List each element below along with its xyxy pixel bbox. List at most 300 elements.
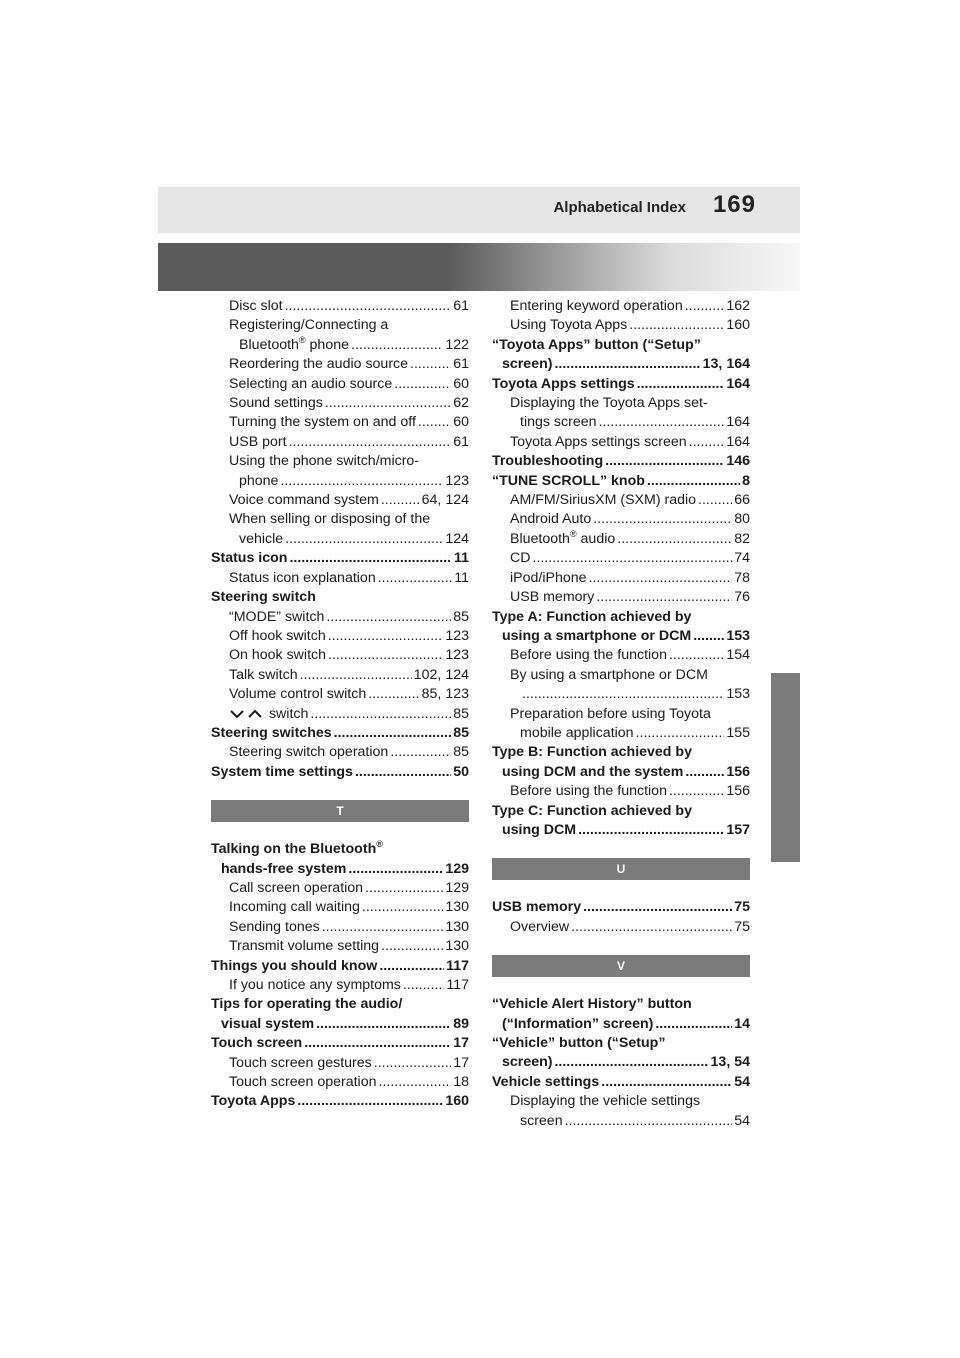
index-entry: [492, 608, 750, 647]
entry-row: [510, 510, 750, 529]
page-reference: 117: [446, 977, 469, 993]
entry-row: [229, 491, 469, 510]
entry-row: [229, 743, 469, 762]
chevron-up-icon: [247, 709, 263, 719]
leader-dots: [328, 646, 443, 665]
leader-dots: [655, 1015, 732, 1034]
page-reference: 66: [734, 492, 750, 509]
index-subentry: [211, 879, 469, 898]
page-reference: 13, 164: [702, 356, 750, 373]
header-gradient-bar: [158, 243, 800, 291]
entry-text: Type B: Function achieved by: [492, 744, 692, 761]
index-subentry: [492, 782, 750, 801]
page-reference: 82: [734, 530, 750, 547]
registered-mark: ®: [569, 528, 577, 539]
index-subentry: [492, 394, 750, 433]
entry-row: [492, 355, 750, 374]
entry-text: Tips for operating the audio/: [211, 996, 403, 1013]
index-column-left: [211, 297, 469, 1112]
section-thumb-tab: [771, 673, 800, 862]
leader-dots: [669, 782, 724, 801]
entry-row: [211, 549, 469, 568]
entry-text: Toyota Apps: [211, 1093, 296, 1110]
index-subentry: [211, 743, 469, 762]
page-reference: 130: [445, 918, 469, 935]
entry-text: Type A: Function achieved by: [492, 608, 692, 625]
entry-row: [510, 1112, 750, 1131]
page-title: Alphabetical Index: [553, 199, 686, 216]
registered-mark: ®: [376, 839, 383, 850]
page-reference: 80: [734, 511, 750, 528]
entry-text: Reordering the audio source: [229, 356, 409, 373]
leader-dots: [379, 957, 444, 976]
index-subentry: [492, 918, 750, 937]
page-reference: 75: [734, 899, 750, 916]
entry-text: hands-free system: [221, 860, 347, 877]
entry-text: using DCM and the system: [502, 763, 684, 780]
page-reference: 155: [726, 724, 750, 741]
entry-row: [211, 1034, 469, 1053]
section-header-u: U: [492, 858, 750, 880]
index-subentry: [211, 452, 469, 491]
page-reference: 61: [453, 433, 469, 450]
entry-row: [510, 433, 750, 452]
entry-text: (“Information” screen): [502, 1015, 654, 1032]
index-entry: [211, 724, 469, 743]
entry-text: screen): [502, 356, 553, 373]
entry-text: “MODE” switch: [229, 608, 325, 625]
index-subentry: [211, 394, 469, 413]
page-reference: 78: [734, 569, 750, 586]
entry-row: [229, 413, 469, 432]
page-reference: 14: [734, 1015, 750, 1032]
index-subentry: [211, 375, 469, 394]
index-subentry: [492, 569, 750, 588]
index-subentry: [492, 491, 750, 510]
index-subentry: [211, 937, 469, 956]
entry-row: [229, 355, 469, 374]
entry-text: switch: [229, 705, 308, 724]
entry-text: Toyota Apps settings screen: [510, 433, 687, 450]
entry-text: USB memory: [492, 899, 582, 916]
page-reference: 89: [453, 1015, 469, 1032]
index-subentry: [211, 433, 469, 452]
entry-row: [211, 957, 469, 976]
index-entry: [492, 743, 750, 782]
entry-row: [229, 879, 469, 898]
entry-text: “Vehicle Alert History” button: [492, 996, 692, 1013]
index-entry: [492, 336, 750, 375]
leader-dots: [605, 452, 724, 471]
entry-row: [229, 375, 469, 394]
index-entry: [492, 1034, 750, 1073]
page-reference: 123: [445, 627, 469, 644]
entry-text: Turning the system on and off: [229, 414, 416, 431]
index-subentry: [211, 666, 469, 685]
index-subentry: [211, 297, 469, 316]
entry-text: iPod/iPhone: [510, 569, 587, 586]
page-reference: 130: [445, 938, 469, 955]
page-reference: 85, 123: [421, 686, 469, 703]
index-subentry: [211, 510, 469, 549]
entry-text: screen: [520, 1112, 563, 1129]
entry-row: [510, 685, 750, 704]
entry-row: [492, 375, 750, 394]
leader-dots: [334, 724, 452, 743]
leader-dots: [304, 1034, 451, 1053]
entry-row: [229, 394, 469, 413]
entry-text: using DCM: [502, 821, 577, 838]
page-reference: 54: [734, 1073, 750, 1090]
leader-dots: [698, 491, 732, 510]
page-reference: 154: [726, 647, 750, 664]
entry-row: [229, 530, 469, 549]
leader-dots: [379, 1073, 452, 1092]
leader-dots: [390, 743, 451, 762]
index-entry: [211, 1034, 469, 1053]
entry-row: [211, 588, 469, 607]
page-reference: 164: [726, 375, 750, 392]
entry-row: [229, 666, 469, 685]
entry-row: [510, 782, 750, 801]
page-number: 169: [712, 191, 756, 218]
page-reference: 146: [726, 453, 750, 470]
entry-row: [510, 316, 750, 335]
leader-dots: [368, 685, 419, 704]
entry-row: [510, 646, 750, 665]
index-block: [492, 995, 750, 1131]
index-column-right: [492, 297, 750, 1131]
entry-text: Registering/Connecting a: [229, 317, 389, 334]
entry-text: Status icon: [211, 550, 288, 567]
page-reference: 162: [726, 298, 750, 314]
entry-row: [211, 860, 469, 879]
entry-row: [229, 608, 469, 627]
entry-text: Entering keyword operation: [510, 298, 683, 314]
page-reference: 130: [445, 899, 469, 916]
entry-text: Displaying the vehicle settings: [510, 1093, 701, 1110]
index-entry: [492, 995, 750, 1034]
entry-row: [229, 297, 469, 316]
entry-text: tings screen: [520, 414, 597, 431]
entry-row: [229, 646, 469, 665]
entry-text: Incoming call waiting: [229, 899, 360, 916]
entry-row: [229, 472, 469, 491]
entry-row: [211, 1092, 469, 1111]
header-band: [158, 187, 800, 233]
leader-dots: [685, 763, 724, 782]
leader-dots: [669, 646, 724, 665]
leader-dots: [617, 530, 732, 549]
leader-dots: [403, 976, 444, 995]
page-reference: 153: [726, 686, 750, 703]
page-reference: 123: [445, 472, 469, 489]
entry-text: mobile application: [520, 724, 634, 741]
index-subentry: [211, 413, 469, 432]
entry-row: [229, 1054, 469, 1073]
leader-dots: [554, 1053, 708, 1072]
leader-dots: [647, 472, 740, 491]
page-reference: 64, 124: [421, 492, 469, 509]
page-reference: 123: [445, 647, 469, 664]
entry-text: System time settings: [211, 763, 353, 780]
index-entry: [211, 763, 469, 782]
leader-dots: [637, 375, 725, 394]
page-reference: 74: [734, 550, 750, 567]
leader-dots: [583, 898, 732, 917]
entry-text: visual system: [221, 1015, 315, 1032]
leader-dots: [693, 627, 724, 646]
page-reference: 153: [726, 627, 750, 644]
index-subentry: [492, 433, 750, 452]
entry-text: Selecting an audio source: [229, 375, 393, 392]
entry-text: If you notice any symptoms: [229, 977, 401, 993]
entry-text: CD: [510, 550, 531, 567]
registered-mark: ®: [298, 334, 306, 345]
entry-text: Volume control switch: [229, 686, 367, 703]
leader-dots: [381, 491, 420, 510]
entry-row: [492, 452, 750, 471]
entry-text: Troubleshooting: [492, 453, 604, 470]
leader-dots: [394, 375, 451, 394]
entry-text: Displaying the Toyota Apps set-: [510, 395, 708, 412]
page-reference: 85: [453, 724, 469, 741]
entry-text: screen): [502, 1054, 553, 1071]
page-reference: 18: [453, 1074, 469, 1091]
page-reference: 50: [453, 763, 469, 780]
entry-text: Disc slot: [229, 298, 283, 314]
entry-text: Vehicle settings: [492, 1073, 600, 1090]
entry-text: Sending tones: [229, 918, 320, 935]
page-reference: 11: [454, 550, 469, 567]
leader-dots: [322, 918, 444, 937]
leader-dots: [596, 588, 732, 607]
leader-dots: [351, 336, 443, 355]
leader-dots: [565, 1112, 733, 1131]
entry-row: [492, 627, 750, 646]
page-reference: 157: [726, 821, 750, 838]
entry-row: [510, 413, 750, 432]
page-reference: 17: [453, 1035, 469, 1052]
leader-dots: [300, 666, 412, 685]
leader-dots: [362, 898, 443, 917]
entry-row: [510, 297, 750, 316]
index-subentry: [211, 569, 469, 588]
leader-dots: [410, 355, 451, 374]
index-subentry: [211, 1073, 469, 1092]
entry-row: [492, 472, 750, 491]
index-subentry: [211, 976, 469, 995]
page-reference: 129: [445, 860, 469, 877]
entry-row: [229, 569, 469, 588]
entry-row: [510, 491, 750, 510]
entry-text: Before using the function: [510, 783, 667, 800]
index-subentry: [492, 1092, 750, 1131]
entry-text: AM/FM/SiriusXM (SXM) radio: [510, 492, 697, 509]
entry-text: Steering switches: [211, 724, 332, 741]
index-entry: [211, 588, 469, 607]
entry-row: [229, 898, 469, 917]
page-reference: 124: [445, 530, 469, 547]
entry-text: Talk switch: [229, 666, 298, 683]
index-subentry: [211, 918, 469, 937]
entry-text: Steering switch: [211, 589, 316, 606]
page-reference: 60: [453, 414, 469, 431]
index-subentry: [211, 491, 469, 510]
index-entry: [492, 452, 750, 471]
entry-row: [492, 1073, 750, 1092]
entry-text: Talking on the Bluetooth®: [211, 839, 383, 858]
entry-row: [510, 918, 750, 937]
index-subentry: [492, 588, 750, 607]
entry-text: When selling or disposing of the: [229, 511, 431, 528]
entry-row: [229, 937, 469, 956]
page-reference: 75: [734, 918, 750, 935]
entry-text: Bluetooth® audio: [510, 528, 616, 547]
index-entry: [492, 1073, 750, 1092]
section-header-t: T: [211, 800, 469, 822]
page-reference: 156: [726, 763, 750, 780]
entry-text: Voice command system: [229, 492, 379, 509]
leader-dots: [578, 821, 724, 840]
index-subentry: [211, 608, 469, 627]
index-block: [492, 297, 750, 840]
index-entry: [492, 472, 750, 491]
index-entry: [211, 995, 469, 1034]
page-reference: 17: [453, 1054, 469, 1071]
leader-dots: [589, 569, 733, 588]
entry-text: Transmit volume setting: [229, 938, 380, 955]
index-entry: [211, 549, 469, 568]
entry-row: [229, 433, 469, 452]
leader-dots: [289, 549, 452, 568]
entry-text: Touch screen gestures: [229, 1054, 372, 1071]
entry-row: [510, 549, 750, 568]
index-subentry: [211, 646, 469, 665]
index-subentry: [492, 297, 750, 316]
index-subentry: [211, 1054, 469, 1073]
leader-dots: [280, 472, 443, 491]
entry-row: [492, 763, 750, 782]
entry-text: Call screen operation: [229, 879, 364, 896]
entry-text: Steering switch operation: [229, 744, 389, 761]
leader-dots: [285, 530, 443, 549]
entry-text: Status icon explanation: [229, 569, 376, 586]
index-block: [492, 898, 750, 937]
leader-dots: [629, 316, 724, 335]
entry-text: Touch screen: [211, 1035, 303, 1052]
entry-text: Using the phone switch/micro-: [229, 453, 420, 470]
entry-row: [229, 336, 469, 355]
entry-text: Off hook switch: [229, 627, 326, 644]
index-entry: [492, 802, 750, 841]
index-block: [211, 297, 469, 782]
index-subentry: [492, 530, 750, 549]
entry-row: [510, 569, 750, 588]
leader-dots: [381, 937, 443, 956]
leader-dots: [601, 1073, 732, 1092]
entry-text: using a smartphone or DCM: [502, 627, 692, 644]
entry-row: [492, 821, 750, 840]
page-reference: 164: [726, 414, 750, 431]
entry-text: Touch screen operation: [229, 1074, 377, 1091]
leader-dots: [533, 549, 733, 568]
entry-text: Type C: Function achieved by: [492, 802, 692, 819]
leader-dots: [554, 355, 700, 374]
leader-dots: [297, 1092, 443, 1111]
leader-dots: [374, 1054, 451, 1073]
index-subentry: [492, 549, 750, 568]
page-reference: 117: [446, 957, 469, 974]
index-subentry: [492, 316, 750, 335]
section-header-v: V: [492, 955, 750, 977]
index-subentry: [492, 510, 750, 529]
leader-dots: [310, 705, 451, 724]
entry-text: USB memory: [510, 589, 595, 606]
index-entry: [211, 957, 469, 976]
leader-dots: [593, 510, 732, 529]
page-reference: 62: [453, 395, 469, 412]
page-reference: 85: [453, 705, 469, 722]
leader-dots: [685, 297, 725, 316]
leader-dots: [571, 918, 732, 937]
index-entry: [211, 1092, 469, 1111]
index-subentry: [211, 898, 469, 917]
entry-text: Overview: [510, 918, 570, 935]
index-subentry: [211, 627, 469, 646]
leader-dots: [636, 724, 725, 743]
leader-dots: [316, 1015, 451, 1034]
index-subentry: [492, 666, 750, 705]
page-reference: 8: [742, 472, 750, 489]
page-reference: 76: [734, 589, 750, 606]
entry-row: [229, 627, 469, 646]
index-subentry: [211, 705, 469, 724]
entry-text: Things you should know: [211, 957, 378, 974]
leader-dots: [328, 627, 444, 646]
page-reference: 61: [453, 356, 469, 373]
index-entry: [492, 375, 750, 394]
entry-row: [510, 588, 750, 607]
entry-text: vehicle: [239, 530, 284, 547]
entry-row: [229, 705, 469, 724]
chevron-down-icon: [229, 709, 245, 719]
entry-text: Android Auto: [510, 511, 592, 528]
leader-dots: [355, 763, 451, 782]
entry-text: USB port: [229, 433, 287, 450]
entry-row: [229, 685, 469, 704]
index-entry: [492, 898, 750, 917]
entry-text: “Vehicle” button (“Setup”: [492, 1035, 666, 1051]
entry-row: [492, 898, 750, 917]
index-entry: [211, 840, 469, 879]
entry-text: Sound settings: [229, 395, 323, 412]
entry-row: [510, 724, 750, 743]
entry-row: [211, 724, 469, 743]
index-subentry: [211, 316, 469, 355]
leader-dots: [285, 297, 452, 316]
leader-dots: [325, 394, 451, 413]
entry-text: “TUNE SCROLL” knob: [492, 472, 645, 489]
index-subentry: [492, 646, 750, 665]
page-reference: 122: [445, 336, 469, 353]
page-reference: 13, 54: [710, 1054, 750, 1071]
page-reference: 164: [726, 433, 750, 450]
entry-text: By using a smartphone or DCM: [510, 666, 708, 683]
entry-row: [211, 1015, 469, 1034]
leader-dots: [599, 413, 725, 432]
page-reference: 102, 124: [413, 666, 469, 683]
